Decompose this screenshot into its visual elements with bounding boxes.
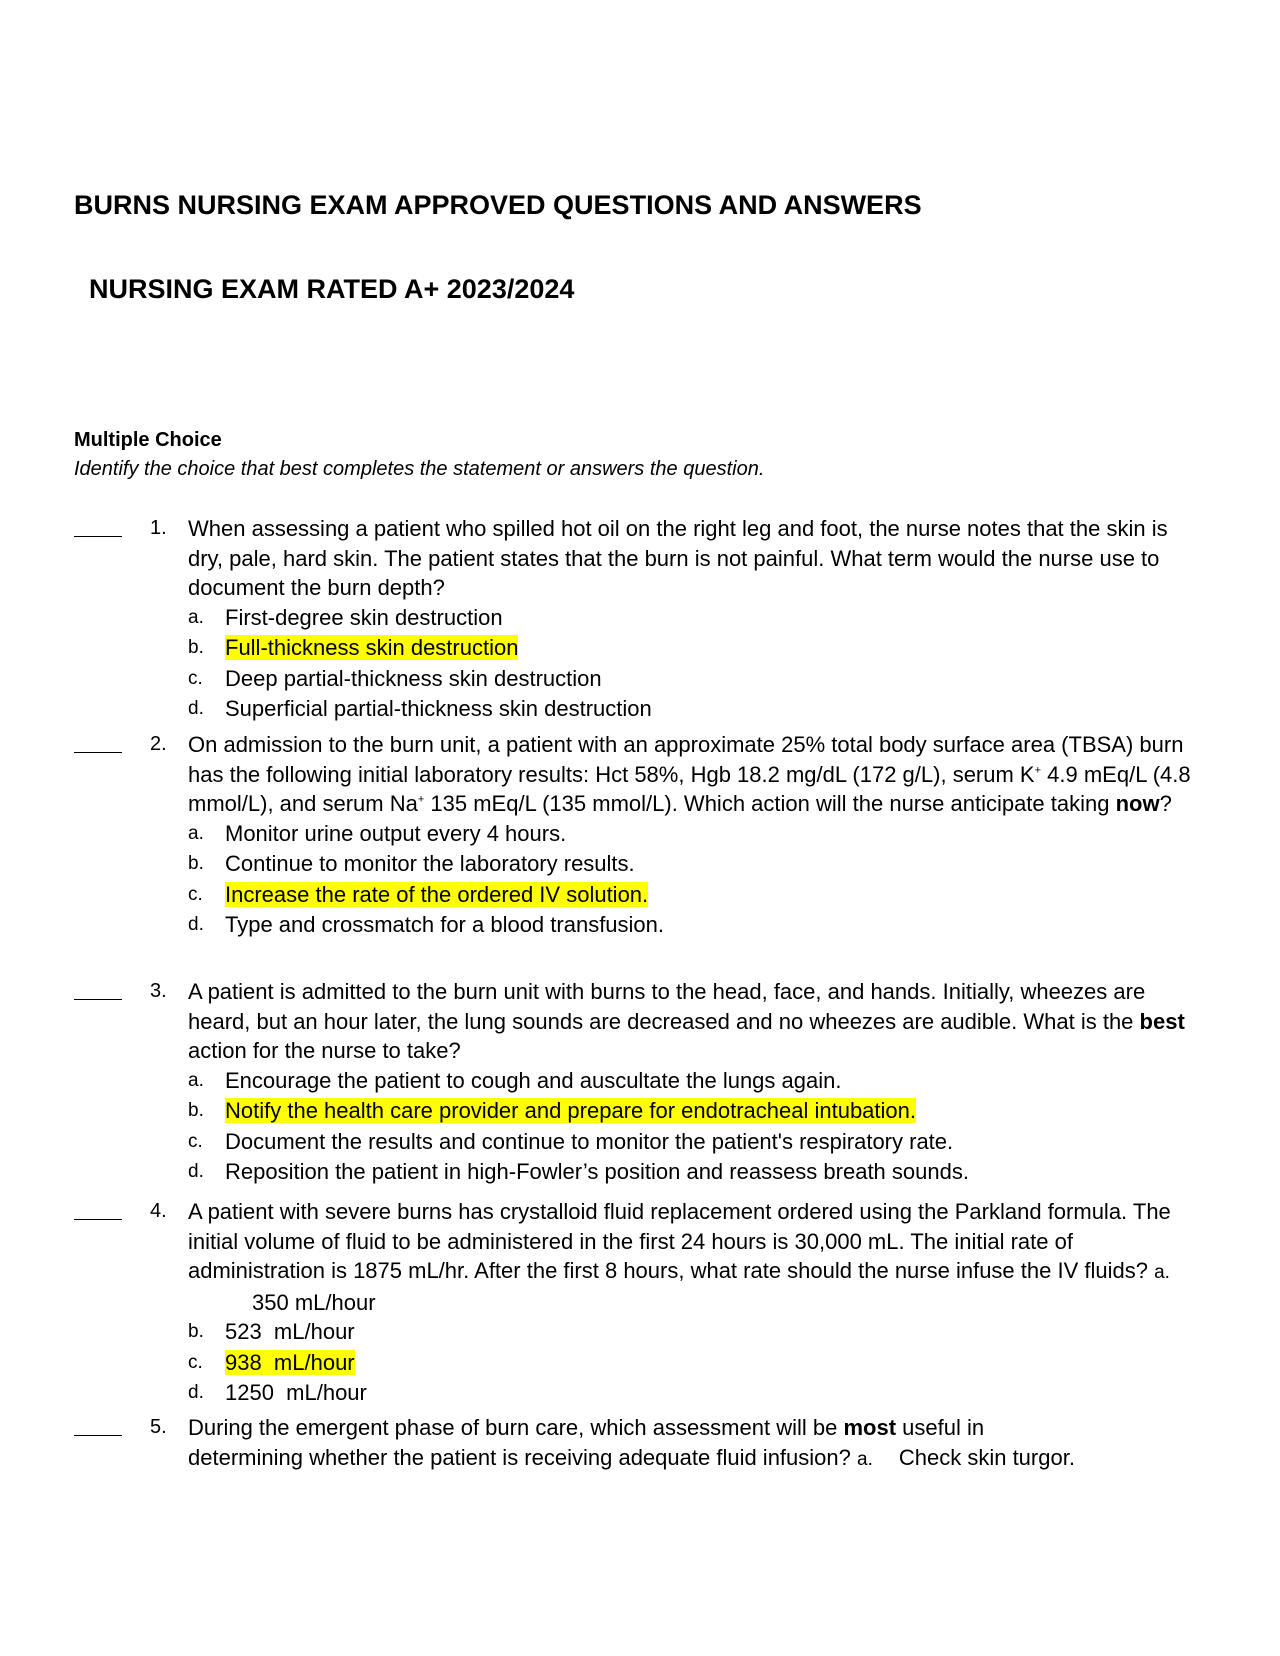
option-d [188, 910, 1204, 941]
option-d [188, 694, 1204, 725]
option-text: First-degree skin destruction [225, 604, 503, 630]
answer-blank[interactable] [74, 514, 122, 543]
question-text-part: During the emergent phase of burn care, which assessment will be [188, 1415, 844, 1440]
option-list [188, 819, 1204, 941]
option-b [188, 1096, 1204, 1127]
option-a [188, 819, 1204, 850]
document-title: BURNS NURSING EXAM APPROVED QUESTIONS AND ANSWERS [74, 190, 922, 220]
option-text: Superficial partial-thickness skin destruction [225, 696, 652, 721]
option-letter: c. [188, 1351, 203, 1373]
option-letter: a. [188, 1069, 204, 1091]
option-letter: b. [188, 1100, 204, 1121]
question-text [188, 1197, 1204, 1317]
option-b [188, 633, 1204, 664]
question-5 [74, 1413, 1204, 1474]
option-b [188, 849, 1204, 880]
option-b [188, 1317, 1204, 1348]
question-text-part: A patient with severe burns has crystalloid fluid replacement ordered using the Parkland formula. The initial volume of fluid to be administered in the first 24 hours is 30,000 mL. The initial rate of administration is 1875 mL/hr. After the first 8 hours, what rate should the nurse infuse the IV fluids? [188, 1199, 1171, 1283]
option-text: 350 mL/hour [252, 1289, 376, 1315]
option-letter: c. [188, 667, 203, 689]
question-2 [74, 730, 1204, 941]
superscript-plus: + [417, 793, 425, 806]
option-letter: a. [188, 606, 204, 628]
option-d [188, 1378, 1204, 1409]
question-number: 3. [150, 980, 167, 1002]
question-text [188, 730, 1204, 819]
question-text-part: 135 mEq/L (135 mmol/L). Which action will the nurse anticipate taking [424, 791, 1116, 816]
document-subtitle: NURSING EXAM RATED A+ 2023/2024 [89, 274, 575, 304]
question-emphasis: most [843, 1415, 897, 1440]
question-text-part: useful in determining whether the patient is receiving adequate fluid infusion? [188, 1415, 985, 1470]
question-number: 2. [150, 733, 167, 755]
question-text-part: On admission to the burn unit, a patient with an approximate 25% total body surface area (TBSA) burn has the following initial laboratory results: Hct 58%, Hgb 18.2 mg/dL (172 g/L), serum K [188, 732, 1184, 787]
option-letter: b. [188, 637, 204, 658]
option-letter: a. [1154, 1262, 1170, 1283]
option-letter: b. [188, 853, 204, 874]
option-text-highlighted: 938 mL/hour [225, 1349, 355, 1375]
option-text: Continue to monitor the laboratory results. [225, 851, 635, 876]
option-d [188, 1157, 1204, 1188]
question-text-part: action for the nurse to take? [188, 1038, 461, 1063]
option-text: 523 mL/hour [225, 1319, 355, 1344]
option-letter: a. [188, 822, 204, 844]
option-c [188, 664, 1204, 695]
question-number: 4. [150, 1200, 167, 1222]
question-4 [74, 1197, 1204, 1409]
question-1 [74, 514, 1204, 725]
question-text-part: 4.9 mEq/L (4.8 mmol/L), and serum Na [188, 761, 1191, 816]
question-text-part: A patient is admitted to the burn unit with burns to the head, face, and hands. Initially, wheezes are heard, but an hour later, the lung sounds are decreased and no wheezes are audible. What is the [188, 979, 1146, 1034]
option-a [188, 603, 1204, 634]
option-letter: d. [188, 698, 204, 719]
option-letter: d. [188, 914, 204, 935]
option-letter: d. [188, 1382, 204, 1403]
option-text: Encourage the patient to cough and auscultate the lungs again. [225, 1067, 842, 1093]
superscript-plus: + [1034, 764, 1042, 777]
option-letter: c. [188, 1130, 203, 1152]
option-text-highlighted: Increase the rate of the ordered IV solution. [225, 881, 649, 907]
answer-blank[interactable] [74, 1413, 122, 1442]
question-emphasis: best [1139, 1008, 1185, 1034]
question-3 [74, 977, 1204, 1188]
option-list [188, 1317, 1204, 1409]
option-text-highlighted: Full-thickness skin destruction [225, 635, 519, 660]
option-c [188, 1127, 1204, 1158]
option-a [188, 1066, 1204, 1097]
question-emphasis: now [1115, 791, 1160, 816]
question-text-part: ? [1159, 791, 1172, 816]
option-list [188, 1066, 1204, 1188]
option-text: Check skin turgor. [898, 1444, 1075, 1470]
option-text: Type and crossmatch for a blood transfusion. [225, 912, 665, 937]
option-text-highlighted: Notify the health care provider and prepare for endotracheal intubation. [225, 1098, 916, 1123]
option-text: 1250 mL/hour [225, 1380, 367, 1405]
option-text: Monitor urine output every 4 hours. [225, 820, 567, 846]
option-c [188, 1348, 1204, 1379]
section-heading: Multiple Choice [74, 429, 222, 451]
answer-blank[interactable] [74, 1197, 122, 1226]
option-text: Reposition the patient in high-Fowler’s position and reassess breath sounds. [225, 1159, 969, 1184]
question-text [188, 1413, 1204, 1474]
option-list [188, 603, 1204, 725]
option-text: Deep partial-thickness skin destruction [225, 665, 602, 691]
option-letter: c. [188, 883, 203, 905]
option-letter: d. [188, 1161, 204, 1182]
question-number: 1. [150, 517, 167, 539]
question-text [188, 977, 1204, 1066]
answer-blank[interactable] [74, 977, 122, 1006]
option-letter: b. [188, 1321, 204, 1342]
question-text: When assessing a patient who spilled hot oil on the right leg and foot, the nurse notes that the skin is dry, pale, hard skin. The patient states that the burn is not painful. What term would the nurse use to document the burn depth? [188, 516, 1168, 600]
option-letter: a. [857, 1448, 873, 1470]
option-text: Document the results and continue to monitor the patient's respiratory rate. [225, 1128, 954, 1154]
option-c [188, 880, 1204, 911]
section-instructions: Identify the choice that best completes the statement or answers the question. [74, 458, 765, 480]
answer-blank[interactable] [74, 730, 122, 759]
question-number: 5. [150, 1416, 167, 1438]
